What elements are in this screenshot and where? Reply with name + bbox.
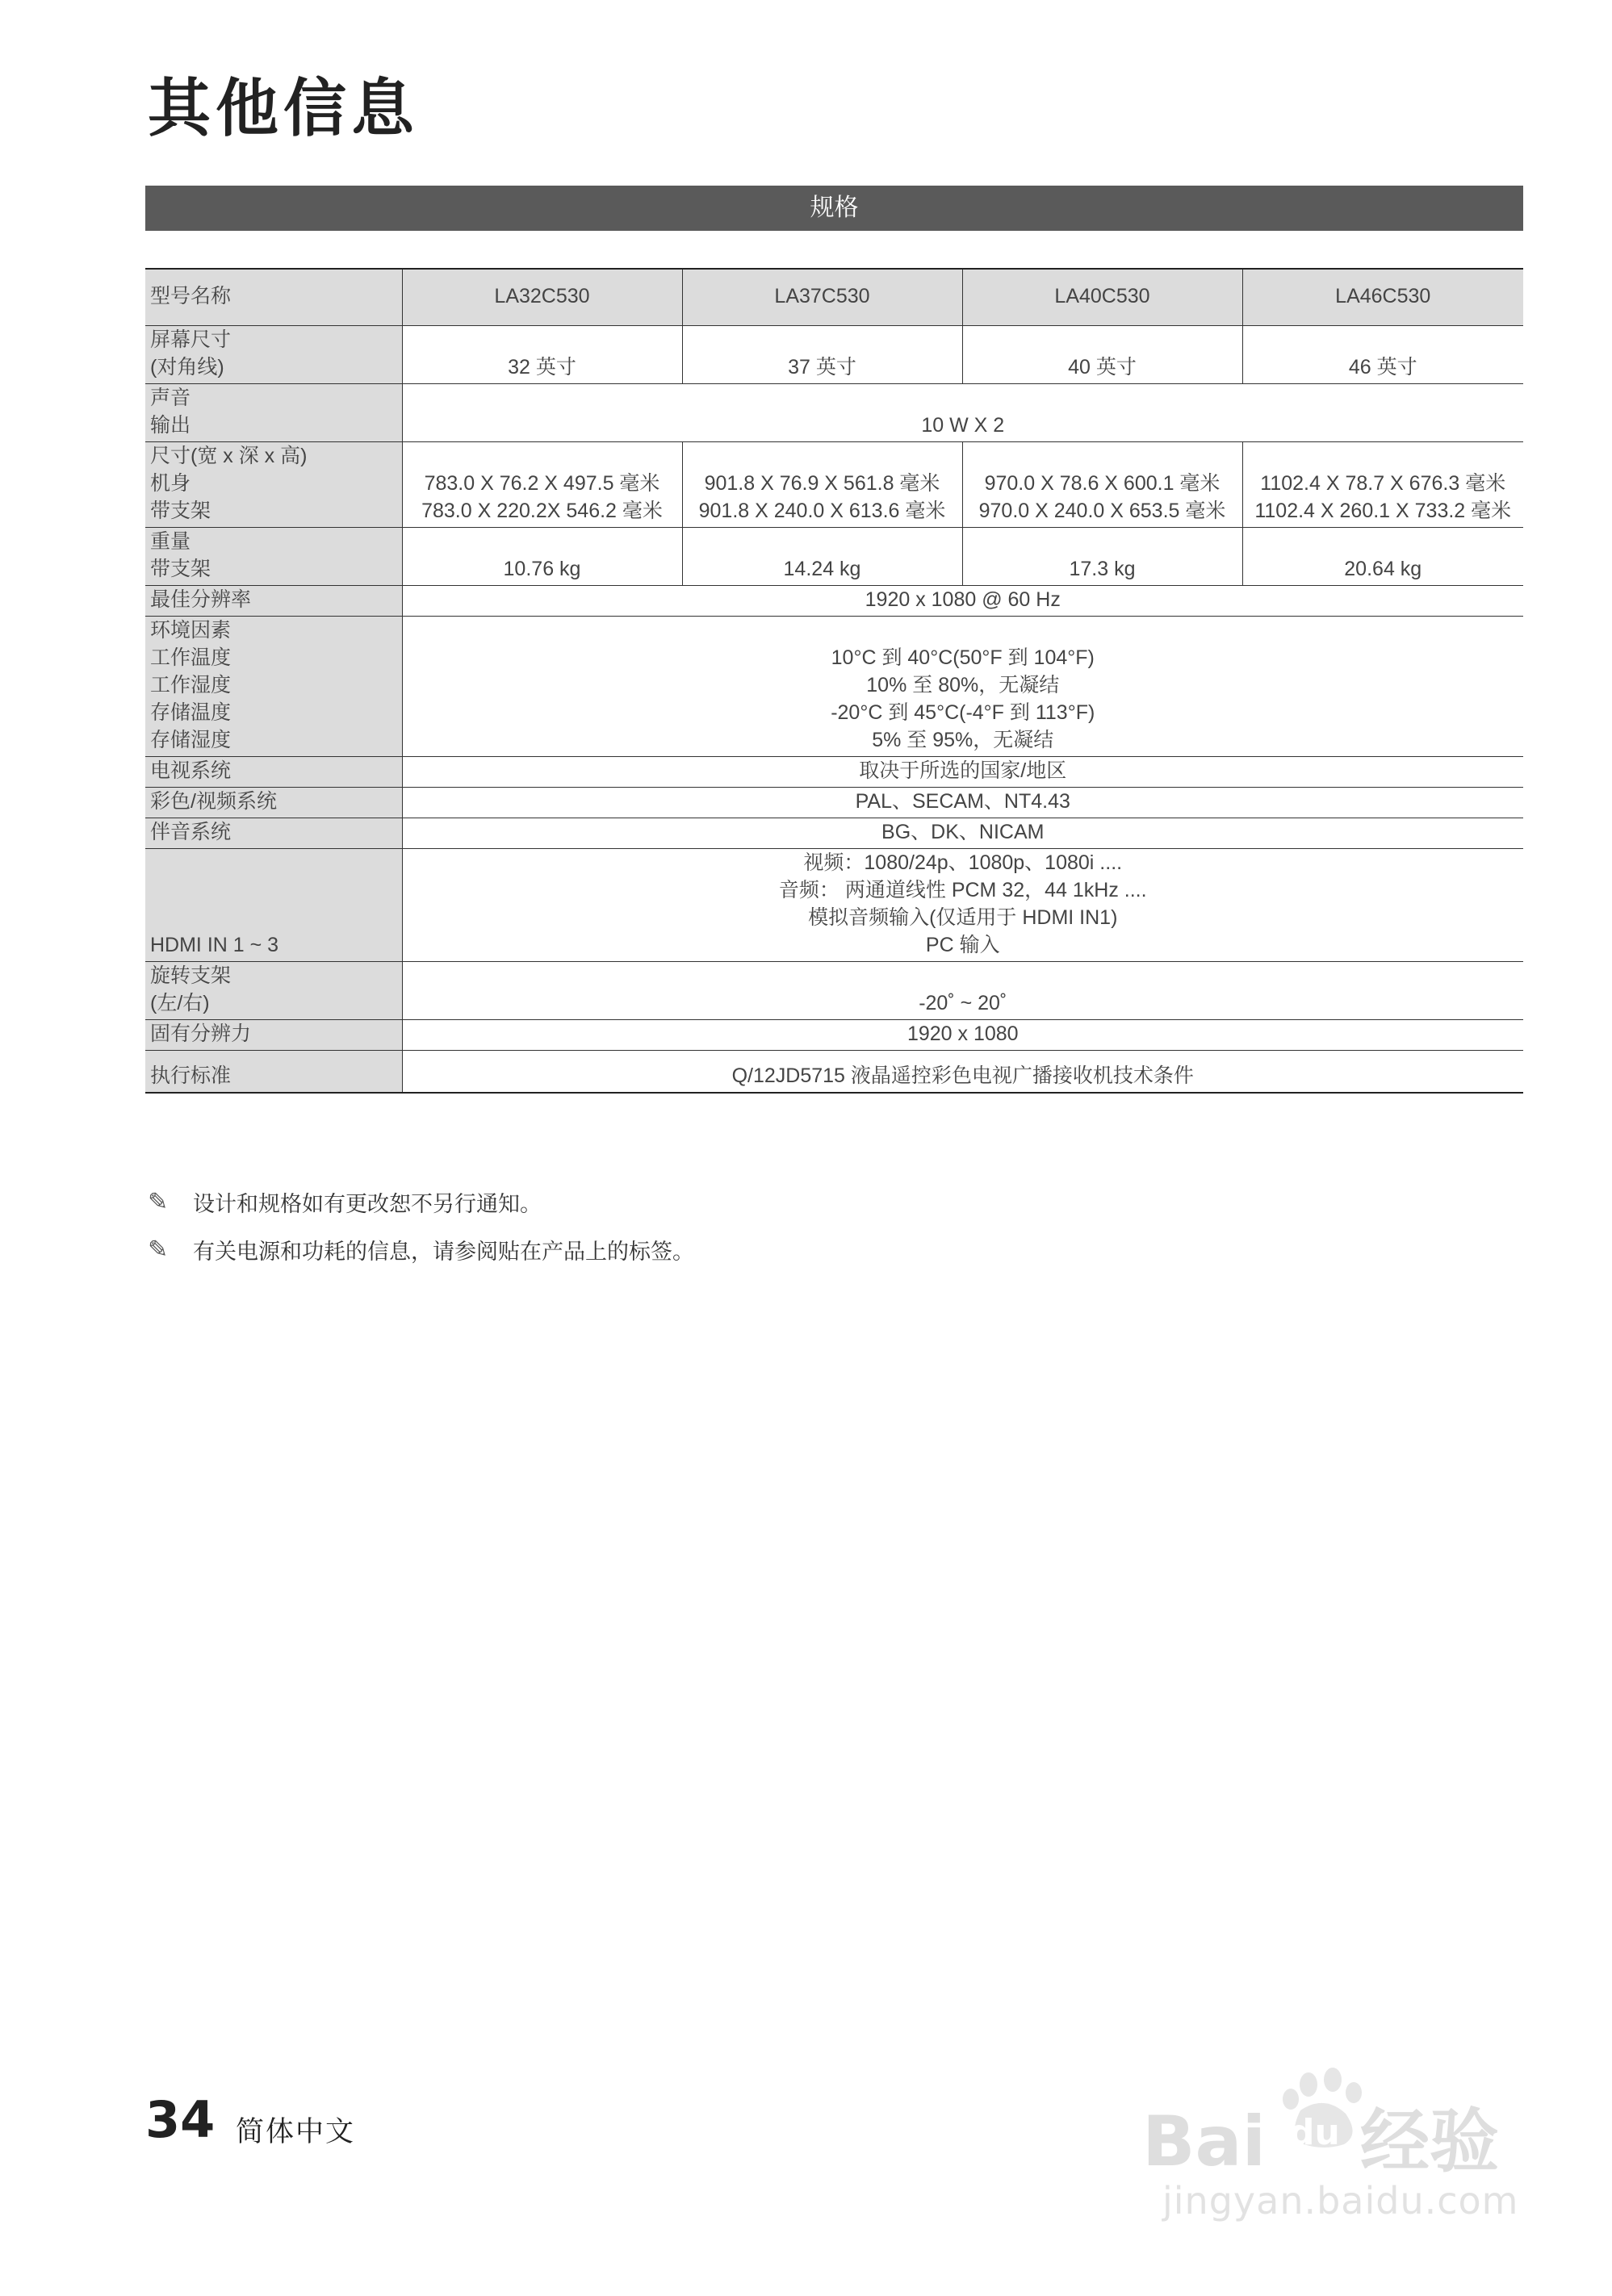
table-cell: 970.0 X 78.6 X 600.1 毫米 970.0 X 240.0 X 653.5 毫米 (962, 442, 1242, 528)
row-label-color-system: 彩色/视频系统 (145, 788, 402, 818)
table-cell: PAL、SECAM、NT4.43 (402, 788, 1523, 818)
table-row (145, 962, 1523, 1020)
table-cell: 10.76 kg (402, 528, 682, 586)
table-cell: 10°C 到 40°C(50°F 到 104°F) 10% 至 80%，无凝结 -20°C 到 45°C(-4°F 到 113°F) 5% 至 95%，无凝结 (402, 617, 1523, 757)
row-label-native-resolution: 固有分辨力 (145, 1020, 402, 1051)
row-label-resolution: 最佳分辨率 (145, 586, 402, 617)
table-row (145, 757, 1523, 788)
table-row (145, 617, 1523, 757)
row-label-sound: 声音 输出 (145, 384, 402, 442)
row-label-swivel: 旋转支架 (左/右) (145, 962, 402, 1020)
row-label-dimensions: 尺寸(宽 x 深 x 高) 机身 带支架 (145, 442, 402, 528)
baidu-watermark-logo (1142, 2062, 1530, 2175)
table-cell: BG、DK、NICAM (402, 818, 1523, 849)
svg-text:经验: 经验 (1360, 2102, 1499, 2175)
svg-text:du: du (1289, 2112, 1340, 2153)
table-row (145, 1020, 1523, 1051)
table-cell: 1920 x 1080 (402, 1020, 1523, 1051)
table-cell: 1102.4 X 78.7 X 676.3 毫米 1102.4 X 260.1 X 733.2 毫米 (1242, 442, 1523, 528)
table-row (145, 818, 1523, 849)
table-cell: 14.24 kg (682, 528, 962, 586)
page-number: 34 (145, 2090, 216, 2149)
row-label-sound-system: 伴音系统 (145, 818, 402, 849)
pencil-note-icon: ✎ (148, 1236, 169, 1264)
table-cell: 40 英寸 (962, 326, 1242, 384)
language-label: 简体中文 (236, 2116, 356, 2148)
table-row (145, 1051, 1523, 1094)
table-row (145, 442, 1523, 528)
table-row (145, 326, 1523, 384)
row-label-screen: 屏幕尺寸 (对角线) (145, 326, 402, 384)
table-cell: Q/12JD5715 液晶遥控彩色电视广播接收机技术条件 (402, 1051, 1523, 1094)
model-name: LA37C530 (682, 269, 962, 326)
table-cell: 37 英寸 (682, 326, 962, 384)
note-item: ✎ 设计和规格如有更改恕不另行通知。 (148, 1188, 542, 1217)
row-label-weight: 重量 带支架 (145, 528, 402, 586)
header-label: 型号名称 (145, 269, 402, 326)
svg-text:Bai: Bai (1142, 2102, 1267, 2175)
table-row (145, 528, 1523, 586)
table-cell: 10 W X 2 (402, 384, 1523, 442)
table-cell: 取决于所选的国家/地区 (402, 757, 1523, 788)
watermark-url: jingyan.baidu.com (1162, 2179, 1519, 2223)
model-name: LA46C530 (1242, 269, 1523, 326)
table-row (145, 586, 1523, 617)
note-item: ✎ 有关电源和功耗的信息，请参阅贴在产品上的标签。 (148, 1236, 694, 1265)
row-label-tv-system: 电视系统 (145, 757, 402, 788)
table-cell: 46 英寸 (1242, 326, 1523, 384)
row-label-hdmi: HDMI IN 1 ~ 3 (145, 849, 402, 962)
spec-table (145, 268, 1523, 1094)
pencil-note-icon: ✎ (148, 1188, 169, 1216)
table-cell: 视频：1080/24p、1080p、1080i .... 音频： 两通道线性 PCM 32，44 1kHz .... 模拟音频输入(仅适用于 HDMI IN1) PC 输入 (402, 849, 1523, 962)
table-row (145, 849, 1523, 962)
table-header-row (145, 269, 1523, 326)
table-row (145, 384, 1523, 442)
table-cell: -20˚ ~ 20˚ (402, 962, 1523, 1020)
page-title: 其他信息 (148, 73, 420, 145)
row-label-standard: 执行标准 (145, 1051, 402, 1094)
notes-list (148, 1186, 694, 1282)
section-header: 规格 (145, 186, 1523, 231)
model-name: LA40C530 (962, 269, 1242, 326)
row-label-environment: 环境因素 工作温度 工作湿度 存储温度 存储湿度 (145, 617, 402, 757)
model-name: LA32C530 (402, 269, 682, 326)
table-cell: 783.0 X 76.2 X 497.5 毫米 783.0 X 220.2X 546.2 毫米 (402, 442, 682, 528)
table-cell: 1920 x 1080 @ 60 Hz (402, 586, 1523, 617)
table-cell: 20.64 kg (1242, 528, 1523, 586)
table-cell: 17.3 kg (962, 528, 1242, 586)
table-cell: 32 英寸 (402, 326, 682, 384)
table-cell: 901.8 X 76.9 X 561.8 毫米 901.8 X 240.0 X 613.6 毫米 (682, 442, 962, 528)
table-row (145, 788, 1523, 818)
